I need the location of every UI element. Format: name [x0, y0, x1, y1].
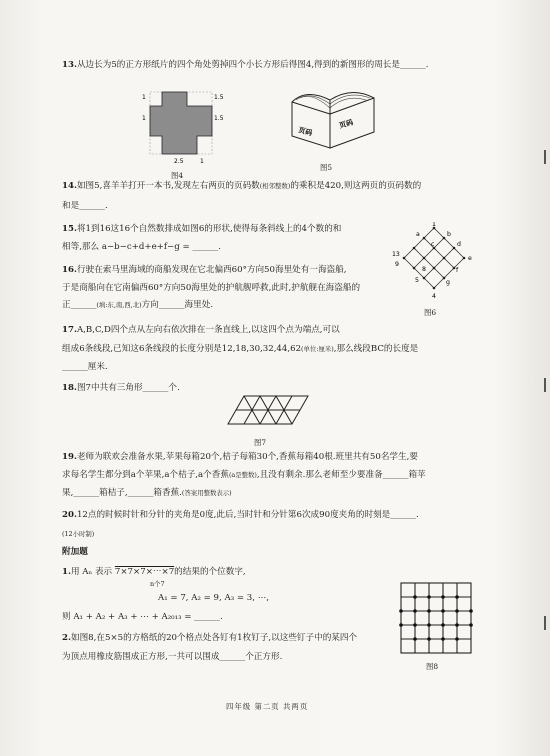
figure-5	[286, 84, 382, 152]
fig6-label-g: g	[446, 279, 450, 286]
q20-line-2: (12小时制)	[62, 530, 95, 538]
q18-text: 18.图7中共有三角形______个.	[62, 383, 180, 393]
figure-8	[398, 580, 474, 656]
q16-line-2: 于是商船向在它南偏西60°方向50海里处的护航舰呼救,此时,护航舰在海盗船的	[62, 283, 361, 293]
fig6-caption: 图6	[424, 308, 437, 317]
bonus-p1-under: n个7	[150, 580, 165, 588]
q17-line-3: ______厘米.	[62, 362, 108, 372]
q19-line-2: 求每名学生都分到a个苹果,a个桔子,a个香蕉(a是整数),且没有剩余.那么老师至少要准备______箱苹	[62, 470, 426, 480]
binding-mark	[544, 616, 546, 630]
fig6-label-e: e	[468, 255, 472, 262]
fig7-caption: 图7	[254, 438, 267, 447]
bonus-title: 附加题	[62, 547, 88, 557]
fig6-label-5: 5	[415, 277, 419, 284]
bonus-p1-line-2: A₁ = 7, A₂ = 9, A₃ = 3, ⋯,	[158, 593, 270, 603]
q17-line-2: 组成6条线段,已知这6条线段的长度分别是12,18,30,32,44,62(单位:厘米),那么线段BC的长度是	[62, 344, 419, 354]
fig5-caption: 图5	[320, 163, 333, 172]
q15-line-1: 15.将1到16这16个自然数排成如图6的形状,使得每条斜线上的4个数的和	[62, 224, 342, 234]
fig6-label-b: b	[447, 231, 451, 238]
q19-line-1: 19.老师为联欢会准备水果,苹果每箱20个,桔子每箱30个,香蕉每箱40根.班里共有50名学生,要	[62, 452, 418, 462]
figure-7	[226, 392, 312, 428]
fig8-caption: 图8	[426, 662, 439, 671]
fig4-label-ml: 1	[142, 115, 146, 122]
fig4-label-b2: 1	[200, 158, 204, 165]
figure-6	[392, 222, 476, 310]
figure-4	[140, 88, 224, 170]
q14-line-1: 14.如图5,喜羊羊打开一本书,发现左右两页的页码数(相邻整数)的乘积是420,则这两页的页码数的	[62, 181, 422, 191]
fig6-label-8: 8	[422, 266, 426, 273]
bonus-p2-line-2: 为顶点用橡皮筋围成正方形,一共可以围成______个正方形.	[62, 652, 283, 662]
fig6-label-a: a	[416, 231, 420, 238]
binding-mark	[544, 378, 546, 392]
fig4-label-tl: 1	[142, 94, 146, 101]
fig6-label-c: c	[431, 241, 435, 248]
fig6-label-4: 4	[432, 293, 436, 300]
fig6-label-top: 1	[432, 222, 436, 228]
fig5-page-right: 页码	[338, 118, 355, 130]
q17-line-1: 17.A,B,C,D四个点从左向右依次排在一条直线上,以这四个点为端点,可以	[62, 325, 340, 335]
binding-mark	[544, 150, 546, 164]
bonus-p1-line-1: 1.用 Aₙ 表示 7×7×7×⋯×7的结果的个位数字,	[62, 567, 246, 577]
fig4-label-tr: 1.5	[214, 94, 224, 101]
fig4-caption: 图4	[171, 171, 184, 180]
fig6-label-d: d	[457, 241, 461, 248]
q16-line-3: 正______(填:东,南,西,北)方向______海里处.	[62, 300, 214, 310]
fig6-label-9: 9	[395, 261, 399, 268]
q16-line-1: 16.行驶在索马里海域的商船发现在它北偏西60°方向50海里处有一海盗船,	[62, 265, 347, 275]
q19-line-3: 果,______箱桔子,______箱香蕉.(答案用整数表示)	[62, 488, 232, 498]
q13-text: 13.从边长为5的正方形纸片的四个角处剪掉四个小长方形后得图4,得到的新图形的周长是______.	[62, 60, 429, 70]
fig4-label-mr: 1.5	[214, 115, 224, 122]
fig6-label-f: f	[456, 267, 459, 274]
q14-line-2: 和是______.	[62, 201, 108, 211]
q20-line-1: 20.12点的时候时针和分针的夹角是0度,此后,当时针和分针第6次成90度夹角的时刻是______.	[62, 510, 419, 520]
fig5-page-left: 页码	[297, 126, 314, 138]
bonus-p1-line-3: 则 A₁ + A₂ + A₃ + ⋯ + A₂₀₁₃ = ______.	[62, 612, 223, 622]
fig6-label-13: 13	[392, 251, 400, 258]
bonus-p2-line-1: 2.如图8,在5×5的方格纸的20个格点处各钉有1枚钉子,以这些钉子中的某四个	[62, 633, 358, 643]
q15-line-2: 相等,那么 a−b−c+d+e+f−g = ______.	[62, 242, 221, 252]
page-footer: 四年级 第二页 共两页	[226, 702, 309, 711]
fig4-label-b1: 2.5	[174, 158, 184, 165]
